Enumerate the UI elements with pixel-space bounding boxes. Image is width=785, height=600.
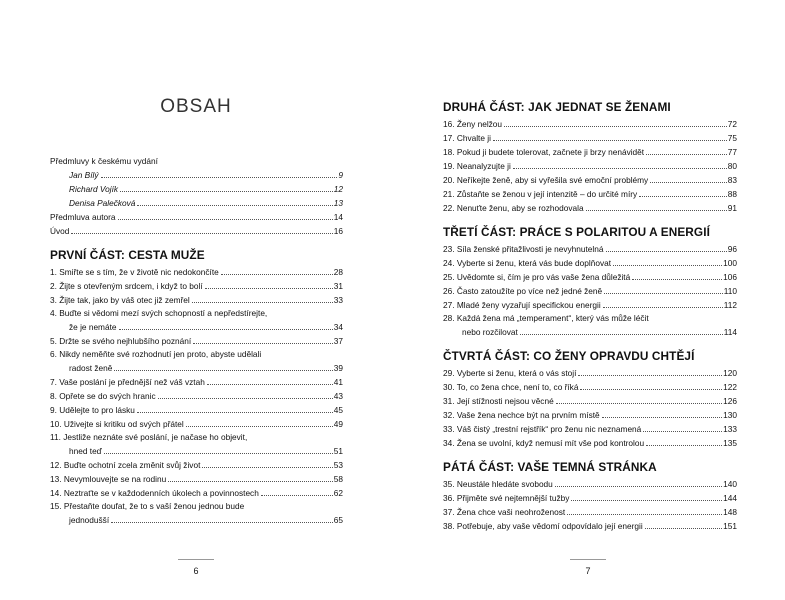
toc-entry	[50, 210, 343, 224]
entry-page: 49	[333, 419, 343, 429]
entry-page: 91	[727, 203, 737, 213]
entry-page: 33	[333, 295, 343, 305]
toc-entry	[50, 265, 343, 279]
part-heading: PRVNÍ ČÁST: CESTA MUŽE	[50, 248, 205, 262]
dot-leader	[118, 219, 333, 220]
entry-title: 17. Chvalte ji	[443, 133, 491, 143]
entry-title-continued: radost ženě	[69, 363, 113, 373]
entry-page: 148	[723, 507, 737, 517]
dot-leader	[104, 453, 333, 454]
toc-entry	[443, 298, 737, 312]
entry-page: 12	[333, 184, 343, 194]
dot-leader	[603, 307, 723, 308]
dot-leader	[168, 481, 333, 482]
page-number: 6	[193, 566, 199, 576]
toc-entry	[443, 173, 737, 187]
entry-page: 144	[723, 493, 737, 503]
entry-title: 7. Vaše poslání je přednější než váš vztah	[50, 377, 205, 387]
page-number: 7	[585, 566, 591, 576]
toc-entry	[50, 403, 343, 417]
entry-title: 24. Vyberte si ženu, která vás bude doplňovat	[443, 258, 612, 268]
entry-page: 28	[333, 267, 343, 277]
entry-page: 122	[723, 382, 737, 392]
toc-entry	[50, 389, 343, 403]
dot-leader	[114, 370, 332, 371]
entry-title: 16. Ženy nelžou	[443, 119, 503, 129]
dot-leader	[639, 196, 727, 197]
dot-leader	[207, 384, 333, 385]
toc-entry	[443, 394, 737, 408]
part-heading: TŘETÍ ČÁST: PRÁCE S POLARITOU A ENERGIÍ	[443, 225, 710, 239]
entry-title: Předmluva autora	[50, 212, 116, 222]
entry-page: 14	[333, 212, 343, 222]
entry-title: 31. Její stížnosti nejsou věcné	[443, 396, 554, 406]
toc-entry-line	[443, 312, 737, 325]
dot-leader	[571, 500, 722, 501]
entry-title: 30. To, co žena chce, není to, co říká	[443, 382, 579, 392]
entry-page: 16	[333, 226, 343, 236]
part-heading: DRUHÁ ČÁST: JAK JEDNAT SE ŽENAMI	[443, 100, 671, 114]
dot-leader	[556, 403, 722, 404]
entry-page: 37	[333, 336, 343, 346]
toc-entry	[443, 270, 737, 284]
page-title: OBSAH	[160, 96, 232, 117]
dot-leader	[602, 417, 723, 418]
entry-title: 18. Pokud ji budete tolerovat, začnete ji brzy nenávidět	[443, 147, 645, 157]
entry-title: Jan Bílý	[69, 170, 99, 180]
dot-leader	[205, 288, 333, 289]
dot-leader	[650, 182, 727, 183]
entry-page: 130	[723, 410, 737, 420]
entry-title-continued: že je nemáte	[69, 322, 117, 332]
entry-page: 96	[727, 244, 737, 254]
toc-entry	[443, 256, 737, 270]
entry-title: 22. Nenuťte ženu, aby se rozhodovala	[443, 203, 584, 213]
entry-page: 110	[723, 286, 737, 296]
toc-entry-line	[50, 431, 343, 444]
entry-page: 77	[727, 147, 737, 157]
entry-page: 126	[723, 396, 737, 406]
toc-entry	[443, 325, 737, 339]
entry-title: Úvod	[50, 226, 70, 236]
entry-page: 31	[333, 281, 343, 291]
entry-page: 120	[723, 368, 737, 378]
entry-page: 72	[727, 119, 737, 129]
toc-part-2	[443, 117, 737, 215]
toc-entry	[443, 159, 737, 173]
entry-title: 6. Nikdy neměňte své rozhodnutí jen proto, abyste udělali	[50, 349, 262, 359]
part-heading: PÁTÁ ČÁST: VAŠE TEMNÁ STRÁNKA	[443, 460, 657, 474]
toc-entry	[443, 380, 737, 394]
dot-leader	[137, 205, 332, 206]
toc-entry	[50, 486, 343, 500]
entry-title: 32. Vaše žena nechce být na prvním místě	[443, 410, 600, 420]
part-heading: ČTVRTÁ ČÁST: CO ŽENY OPRAVDU CHTĚJÍ	[443, 349, 695, 363]
dot-leader	[606, 251, 727, 252]
entry-title: 13. Nevymlouvejte se na rodinu	[50, 474, 167, 484]
entry-title: 19. Neanalyzujte ji	[443, 161, 511, 171]
folio-rule	[178, 559, 214, 560]
dot-leader	[493, 140, 727, 141]
toc-entry	[443, 422, 737, 436]
dot-leader	[137, 412, 333, 413]
dot-leader	[646, 445, 722, 446]
toc-entry-line	[50, 500, 343, 513]
toc-entry	[443, 187, 737, 201]
entry-title: Předmluvy k českému vydání	[50, 156, 158, 166]
dot-leader	[646, 154, 727, 155]
toc-part-3	[443, 242, 737, 339]
entry-title: 15. Přestaňte doufat, že to s vaší ženou jednou bude	[50, 501, 245, 511]
entry-page: 75	[727, 133, 737, 143]
toc-entry	[443, 436, 737, 450]
dot-leader	[504, 126, 727, 127]
dot-leader	[580, 389, 722, 390]
toc-entry	[50, 154, 343, 168]
entry-title: 14. Neztraťte se v každodenních úkolech a povinnostech	[50, 488, 259, 498]
toc-entry-line	[50, 307, 343, 320]
dot-leader	[643, 431, 722, 432]
entry-title: 37. Žena chce vaši neohroženost	[443, 507, 566, 517]
toc-entry	[443, 201, 737, 215]
entry-page: 9	[338, 170, 343, 180]
entry-page: 151	[723, 521, 737, 531]
entry-page: 106	[723, 272, 737, 282]
entry-title: 9. Udělejte to pro lásku	[50, 405, 135, 415]
entry-title: 25. Uvědomte si, čím je pro vás vaše žena důležitá	[443, 272, 631, 282]
entry-title: 34. Žena se uvolní, když nemusí mít vše pod kontrolou	[443, 438, 645, 448]
dot-leader	[120, 191, 333, 192]
dot-leader	[158, 398, 333, 399]
entry-title: 10. Uživejte si kritiku od svých přátel	[50, 419, 184, 429]
entry-page: 100	[723, 258, 737, 268]
entry-page: 39	[333, 363, 343, 373]
entry-page: 43	[333, 391, 343, 401]
entry-title: 20. Neříkejte ženě, aby si vyřešila své emoční problémy	[443, 175, 649, 185]
dot-leader	[192, 302, 333, 303]
toc-entry	[50, 196, 343, 210]
toc-entry	[443, 117, 737, 131]
dot-leader	[202, 467, 332, 468]
entry-title: Richard Vojík	[69, 184, 119, 194]
dot-leader	[71, 233, 332, 234]
entry-title: 4. Buďte si vědomi mezí svých schopností a nepředstírejte,	[50, 308, 268, 318]
entry-title: 2. Žijte s otevřeným srdcem, i když to bolí	[50, 281, 203, 291]
entry-page: 114	[723, 327, 737, 337]
dot-leader	[119, 329, 333, 330]
entry-title: 11. Jestliže neznáte své poslání, je načase ho objevit,	[50, 432, 248, 442]
dot-leader	[193, 343, 333, 344]
entry-title: 33. Váš čistý „trestní rejstřík“ pro ženu nic neznamená	[443, 424, 642, 434]
toc-entry-line	[50, 348, 343, 361]
toc-entry	[443, 145, 737, 159]
entry-title-continued: nebo rozčilovat	[462, 327, 518, 337]
toc-entry	[443, 242, 737, 256]
dot-leader	[520, 334, 723, 335]
dot-leader	[604, 293, 723, 294]
toc-front-matter	[50, 154, 343, 238]
entry-title: 28. Každá žena má „temperament“, který vás může léčit	[443, 313, 649, 323]
entry-title: 8. Opřete se do svých hranic	[50, 391, 156, 401]
toc-left	[50, 154, 343, 527]
entry-title: 5. Držte se svého nejhlubšího poznání	[50, 336, 192, 346]
entry-title: 1. Smiřte se s tím, že v životě nic nedokončíte	[50, 267, 219, 277]
entry-page: 62	[333, 488, 343, 498]
toc-entry	[443, 505, 737, 519]
toc-entry	[50, 513, 343, 527]
toc-part-5	[443, 477, 737, 533]
right-page	[393, 0, 785, 600]
toc-entry	[50, 182, 343, 196]
toc-entry	[50, 375, 343, 389]
entry-title: 29. Vyberte si ženu, která o vás stojí	[443, 368, 577, 378]
entry-title: 26. Často zatoužíte po více než jedné ženě	[443, 286, 603, 296]
toc-entry	[443, 491, 737, 505]
toc-part-4	[443, 366, 737, 450]
dot-leader	[632, 279, 722, 280]
toc-entry	[443, 366, 737, 380]
entry-title: 21. Zůstaňte se ženou v její intenzitě – do určité míry	[443, 189, 638, 199]
toc-right	[443, 98, 737, 533]
dot-leader	[645, 528, 722, 529]
toc-entry	[50, 320, 343, 334]
toc-entry	[443, 131, 737, 145]
entry-page: 13	[333, 198, 343, 208]
entry-page: 53	[333, 460, 343, 470]
dot-leader	[111, 522, 333, 523]
toc-entry	[443, 477, 737, 491]
dot-leader	[586, 210, 727, 211]
dot-leader	[567, 514, 722, 515]
toc-entry	[50, 472, 343, 486]
entry-page: 65	[333, 515, 343, 525]
dot-leader	[555, 486, 722, 487]
entry-title-continued: jednodušší	[69, 515, 110, 525]
entry-title: 36. Přijměte své nejtemnější tužby	[443, 493, 570, 503]
toc-entry	[443, 408, 737, 422]
entry-page: 140	[723, 479, 737, 489]
entry-page: 34	[333, 322, 343, 332]
entry-page: 51	[333, 446, 343, 456]
entry-page: 112	[723, 300, 737, 310]
entry-title: 12. Buďte ochotní zcela změnit svůj život	[50, 460, 201, 470]
entry-page: 45	[333, 405, 343, 415]
entry-page: 135	[723, 438, 737, 448]
toc-entry	[50, 361, 343, 375]
dot-leader	[101, 177, 338, 178]
entry-title: 3. Žijte tak, jako by váš otec již zemřel	[50, 295, 190, 305]
entry-title-continued: hned teď	[69, 446, 102, 456]
toc-entry	[50, 444, 343, 458]
left-page	[0, 0, 392, 600]
toc-entry	[50, 417, 343, 431]
entry-title: Denisa Palečková	[69, 198, 136, 208]
toc-entry	[443, 519, 737, 533]
dot-leader	[186, 426, 333, 427]
entry-title: 23. Síla ženské přitažlivosti je nevyhnutelná	[443, 244, 604, 254]
dot-leader	[261, 495, 333, 496]
entry-page: 83	[727, 175, 737, 185]
dot-leader	[221, 274, 333, 275]
entry-title: 35. Neustále hledáte svobodu	[443, 479, 553, 489]
toc-entry	[50, 458, 343, 472]
entry-page: 88	[727, 189, 737, 199]
toc-part-1	[50, 265, 343, 527]
entry-title: 38. Potřebuje, aby vaše vědomí odpovídalo její energii	[443, 521, 643, 531]
dot-leader	[513, 168, 727, 169]
entry-title: 27. Mladé ženy vyzařují specifickou energii	[443, 300, 601, 310]
toc-entry	[50, 293, 343, 307]
dot-leader	[613, 265, 722, 266]
entry-page: 41	[333, 377, 343, 387]
toc-entry	[50, 334, 343, 348]
entry-page: 133	[723, 424, 737, 434]
dot-leader	[578, 375, 722, 376]
toc-entry	[50, 168, 343, 182]
entry-page: 58	[333, 474, 343, 484]
entry-page: 80	[727, 161, 737, 171]
toc-entry	[50, 279, 343, 293]
toc-entry	[50, 224, 343, 238]
folio-rule	[570, 559, 606, 560]
toc-entry	[443, 284, 737, 298]
